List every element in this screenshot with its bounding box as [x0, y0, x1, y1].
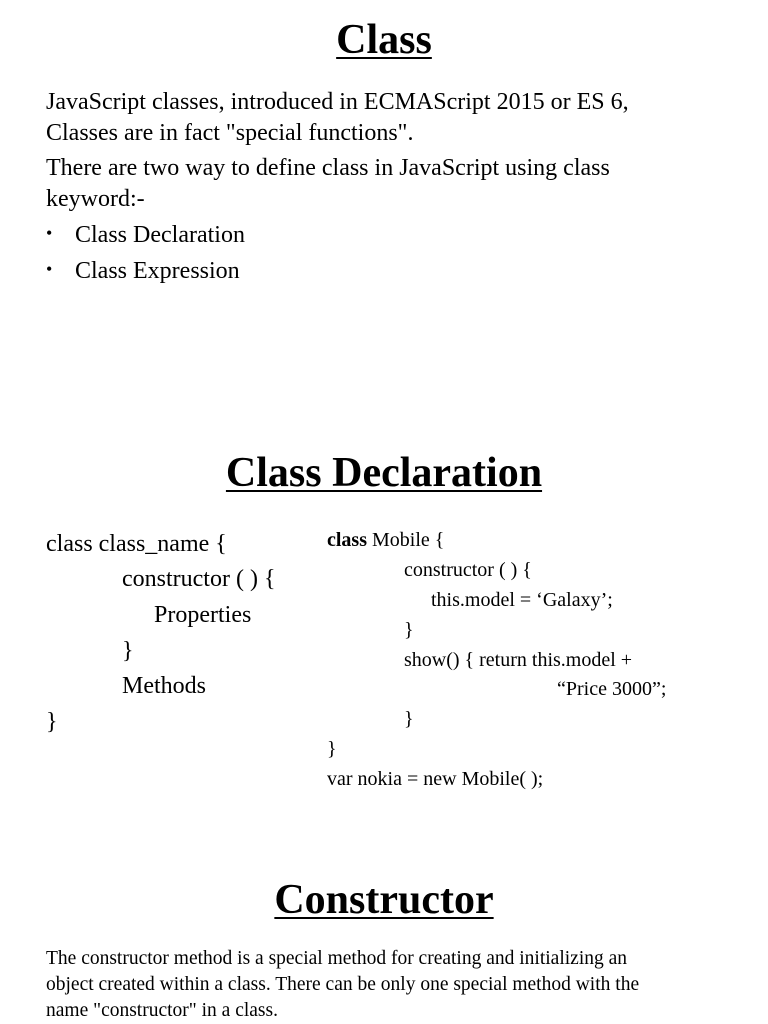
syntax-line-6: } [46, 709, 58, 735]
intro-line-3: There are two way to define class in JavaScript using class [46, 155, 610, 181]
syntax-line-4: } [122, 638, 134, 664]
constructor-text-line-3: name "constructor" in a class. [46, 1000, 278, 1021]
bullet-label: Class Expression [75, 258, 240, 284]
syntax-line-3: Properties [154, 602, 252, 628]
constructor-heading: Constructor [274, 877, 494, 923]
bullet-label: Class Declaration [75, 222, 245, 248]
bullet-item-expression [46, 258, 240, 285]
syntax-line-1: class class_name { [46, 531, 227, 557]
example-line-5: show() { return this.model + [404, 649, 633, 671]
example-class-name: Mobile { [367, 529, 445, 551]
bullet-icon: • [46, 223, 53, 243]
example-line-3: this.model = ‘Galaxy’; [431, 589, 613, 611]
example-line-9: var nokia = new Mobile( ); [327, 768, 544, 790]
example-line-4: } [404, 619, 414, 641]
intro-line-2: Classes are in fact "special functions". [46, 120, 414, 146]
intro-line-4: keyword:- [46, 186, 145, 212]
bullet-icon: • [46, 259, 53, 279]
class-heading: Class [336, 17, 432, 63]
class-keyword: class [327, 529, 367, 551]
example-line-2: constructor ( ) { [404, 559, 532, 581]
bullet-item-declaration [46, 222, 245, 249]
constructor-text-line-1: The constructor method is a special method for creating and initializing an [46, 948, 628, 969]
example-line-6: “Price 3000”; [557, 678, 667, 700]
syntax-line-2: constructor ( ) { [122, 566, 276, 592]
example-line-1 [327, 529, 444, 552]
syntax-line-5: Methods [122, 673, 206, 699]
class-declaration-heading: Class Declaration [225, 450, 543, 496]
intro-line-1: JavaScript classes, introduced in ECMAScript 2015 or ES 6, [46, 89, 629, 115]
example-line-8: } [327, 738, 337, 760]
example-line-7: } [404, 708, 414, 730]
constructor-text-line-2: object created within a class. There can be only one special method with the [46, 974, 640, 995]
